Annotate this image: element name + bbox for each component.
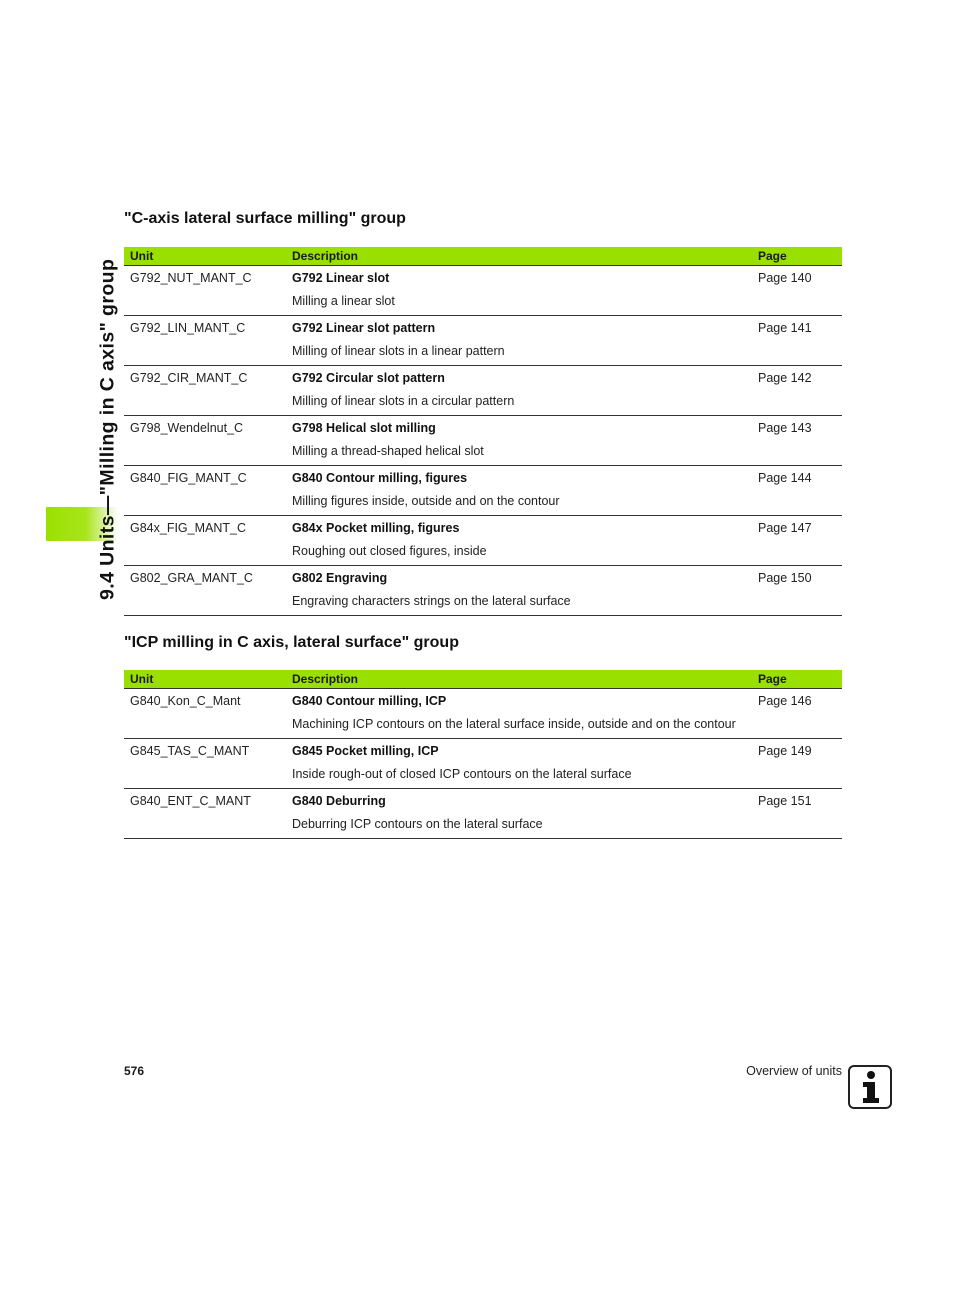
header-page: Page (758, 672, 787, 686)
description-text: Milling of linear slots in a linear pattern (292, 344, 505, 358)
chapter-side-title: 9.4 Units—"Milling in C axis" group (96, 258, 119, 600)
units-table-c-axis-lateral (124, 247, 842, 616)
page-reference[interactable]: Page 140 (758, 271, 812, 285)
table-header (124, 670, 842, 689)
description-title: G840 Deburring (292, 794, 386, 808)
table-row (124, 416, 842, 466)
unit-description (286, 316, 753, 365)
unit-name: G840_FIG_MANT_C (130, 471, 247, 485)
description-title: G792 Circular slot pattern (292, 371, 445, 385)
description-title: G792 Linear slot (292, 271, 390, 285)
chapter-footer-text: Overview of units (746, 1064, 842, 1078)
page-reference[interactable]: Page 142 (758, 371, 812, 385)
description-text: Roughing out closed figures, inside (292, 544, 487, 558)
description-title: G792 Linear slot pattern (292, 321, 436, 335)
description-text: Engraving characters strings on the lateral surface (292, 594, 571, 608)
description-title: G802 Engraving (292, 571, 388, 585)
table-row (124, 266, 842, 316)
header-description: Description (292, 672, 359, 686)
table-row (124, 366, 842, 416)
description-text: Milling of linear slots in a circular pattern (292, 394, 515, 408)
section-heading-c-axis-lateral: "C-axis lateral surface milling" group (124, 210, 406, 227)
unit-description (286, 466, 753, 515)
unit-description (286, 566, 753, 615)
description-title: G84x Pocket milling, figures (292, 521, 460, 535)
header-page: Page (758, 249, 787, 263)
page-reference[interactable]: Page 151 (758, 794, 812, 808)
description-text: Milling a linear slot (292, 294, 395, 308)
unit-description (286, 739, 753, 788)
unit-description (286, 689, 753, 738)
units-table-icp-lateral (124, 670, 842, 839)
table-row (124, 689, 842, 739)
page-reference[interactable]: Page 150 (758, 571, 812, 585)
unit-name: G792_LIN_MANT_C (130, 321, 246, 335)
description-title: G840 Contour milling, ICP (292, 694, 447, 708)
info-icon (848, 1065, 892, 1109)
table-row (124, 789, 842, 839)
unit-name: G840_ENT_C_MANT (130, 794, 251, 808)
description-text: Deburring ICP contours on the lateral surface (292, 817, 543, 831)
header-unit: Unit (130, 672, 154, 686)
page-reference[interactable]: Page 147 (758, 521, 812, 535)
description-text: Milling a thread-shaped helical slot (292, 444, 484, 458)
header-description: Description (292, 249, 359, 263)
unit-name: G792_NUT_MANT_C (130, 271, 252, 285)
table-header (124, 247, 842, 266)
table-row (124, 739, 842, 789)
unit-description (286, 516, 753, 565)
page-number: 576 (124, 1064, 145, 1078)
unit-name: G798_Wendelnut_C (130, 421, 244, 435)
unit-description (286, 789, 753, 838)
unit-name: G845_TAS_C_MANT (130, 744, 250, 758)
table-row (124, 466, 842, 516)
unit-name: G792_CIR_MANT_C (130, 371, 248, 385)
description-title: G845 Pocket milling, ICP (292, 744, 439, 758)
description-text: Inside rough-out of closed ICP contours on the lateral surface (292, 767, 632, 781)
section-heading-icp-lateral: "ICP milling in C axis, lateral surface" group (124, 634, 459, 651)
table-body (124, 689, 842, 839)
page-reference[interactable]: Page 144 (758, 471, 812, 485)
page-reference[interactable]: Page 141 (758, 321, 812, 335)
table-row (124, 516, 842, 566)
header-unit: Unit (130, 249, 154, 263)
unit-description (286, 416, 753, 465)
unit-description (286, 266, 753, 315)
description-title: G840 Contour milling, figures (292, 471, 468, 485)
description-text: Milling figures inside, outside and on the contour (292, 494, 560, 508)
unit-description (286, 366, 753, 415)
page-reference[interactable]: Page 149 (758, 744, 812, 758)
page-reference[interactable]: Page 146 (758, 694, 812, 708)
table-row (124, 566, 842, 616)
unit-name: G840_Kon_C_Mant (130, 694, 241, 708)
page-reference[interactable]: Page 143 (758, 421, 812, 435)
unit-name: G802_GRA_MANT_C (130, 571, 253, 585)
description-title: G798 Helical slot milling (292, 421, 436, 435)
description-text: Machining ICP contours on the lateral surface inside, outside and on the contour (292, 717, 736, 731)
table-row (124, 316, 842, 366)
unit-name: G84x_FIG_MANT_C (130, 521, 247, 535)
table-body (124, 266, 842, 616)
